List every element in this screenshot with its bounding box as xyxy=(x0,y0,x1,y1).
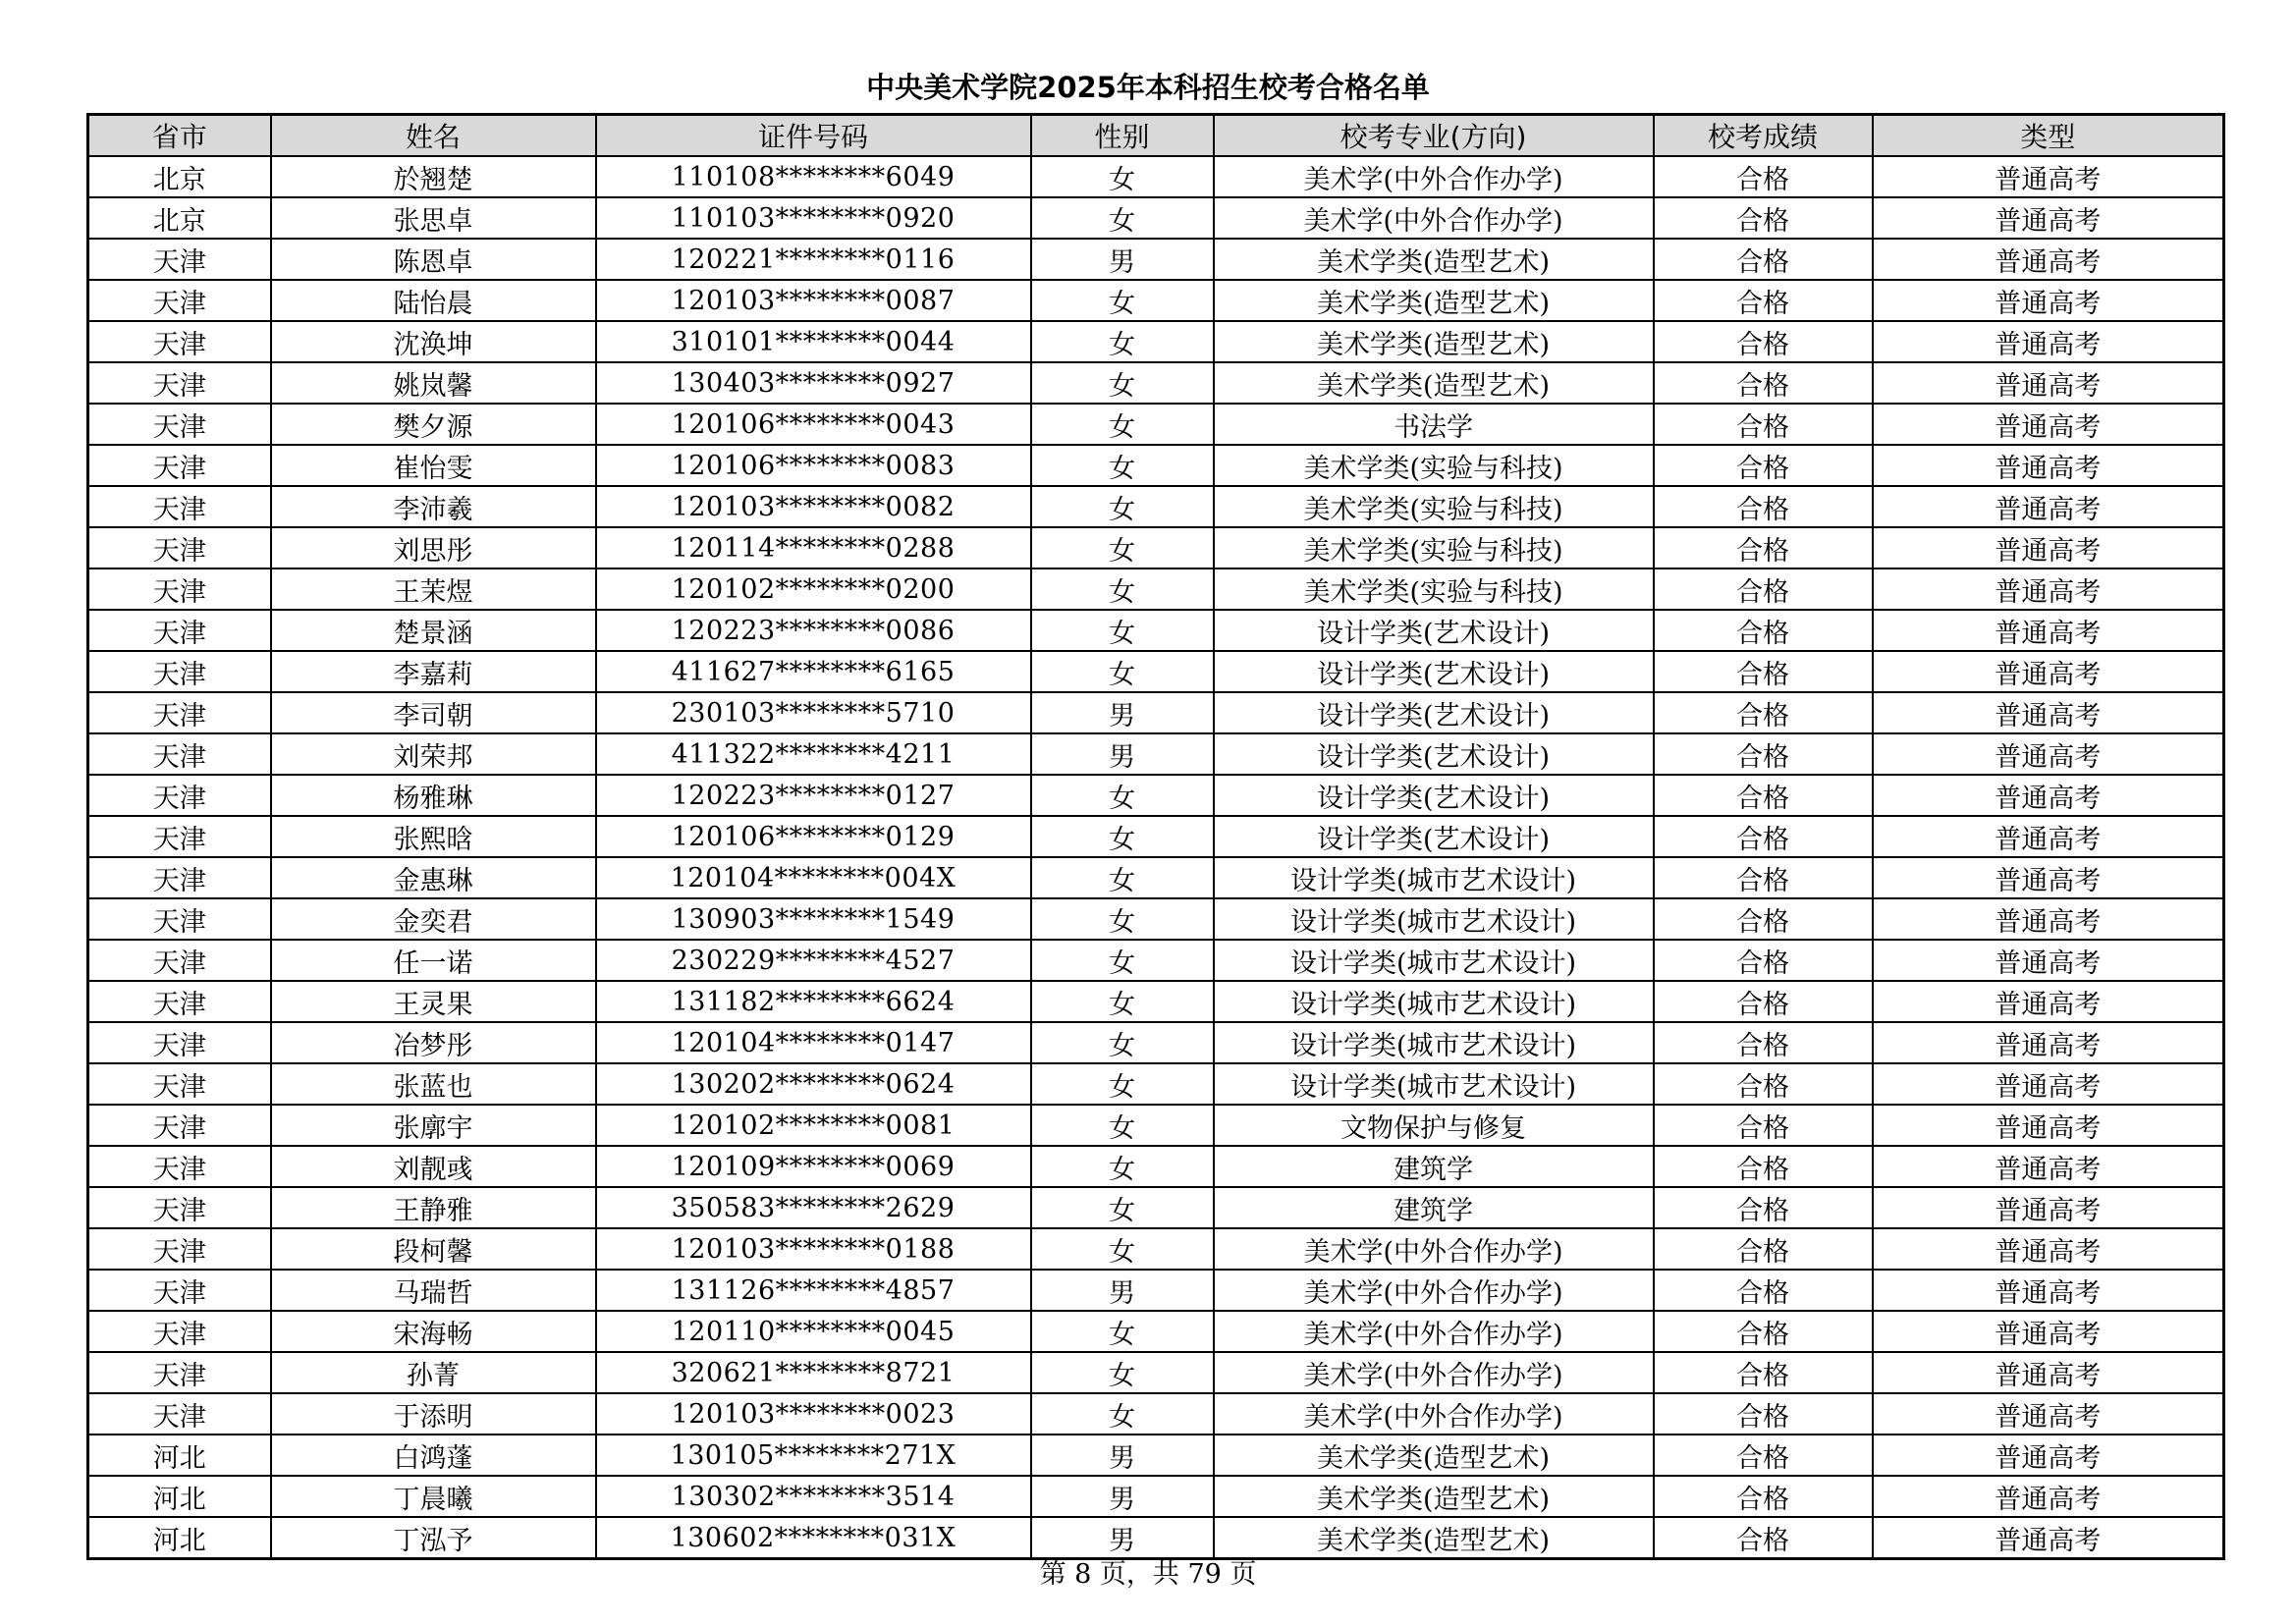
table-row xyxy=(88,981,2224,1022)
table-row xyxy=(88,775,2224,816)
cell-name: 张熙晗 xyxy=(271,816,596,857)
table-row xyxy=(88,486,2224,527)
cell-type: 普通高考 xyxy=(1873,1517,2224,1559)
cell-id-number: 110108********6049 xyxy=(596,156,1031,197)
cell-gender: 女 xyxy=(1031,651,1214,692)
table-row xyxy=(88,898,2224,940)
cell-gender: 女 xyxy=(1031,1105,1214,1146)
table-row xyxy=(88,857,2224,898)
cell-type: 普通高考 xyxy=(1873,857,2224,898)
cell-result: 合格 xyxy=(1654,156,1873,197)
cell-type: 普通高考 xyxy=(1873,568,2224,610)
page-number: 第 8 页，共 79 页 xyxy=(1039,1559,1257,1590)
cell-name: 李司朝 xyxy=(271,692,596,733)
cell-name: 刘荣邦 xyxy=(271,733,596,775)
cell-id-number: 320621********8721 xyxy=(596,1352,1031,1393)
cell-province: 天津 xyxy=(88,610,271,651)
cell-id-number: 131126********4857 xyxy=(596,1270,1031,1311)
table-row xyxy=(88,1063,2224,1105)
cell-gender: 女 xyxy=(1031,362,1214,404)
cell-result: 合格 xyxy=(1654,1476,1873,1517)
cell-id-number: 120104********0147 xyxy=(596,1022,1031,1063)
table-row xyxy=(88,1517,2224,1559)
cell-province: 河北 xyxy=(88,1517,271,1559)
cell-name: 孙菁 xyxy=(271,1352,596,1393)
cell-major: 设计学类(艺术设计) xyxy=(1214,610,1654,651)
cell-type: 普通高考 xyxy=(1873,775,2224,816)
cell-id-number: 120221********0116 xyxy=(596,239,1031,280)
cell-province: 河北 xyxy=(88,1476,271,1517)
cell-gender: 男 xyxy=(1031,239,1214,280)
cell-name: 王静雅 xyxy=(271,1187,596,1228)
cell-gender: 男 xyxy=(1031,1476,1214,1517)
cell-gender: 女 xyxy=(1031,1146,1214,1187)
cell-result: 合格 xyxy=(1654,1393,1873,1435)
cell-type: 普通高考 xyxy=(1873,1146,2224,1187)
cell-gender: 女 xyxy=(1031,527,1214,568)
cell-major: 设计学类(艺术设计) xyxy=(1214,816,1654,857)
cell-name: 陈恩卓 xyxy=(271,239,596,280)
cell-gender: 女 xyxy=(1031,1311,1214,1352)
table-row xyxy=(88,816,2224,857)
cell-province: 天津 xyxy=(88,1352,271,1393)
cell-major: 美术学类(实验与科技) xyxy=(1214,568,1654,610)
cell-gender: 女 xyxy=(1031,486,1214,527)
cell-type: 普通高考 xyxy=(1873,733,2224,775)
cell-result: 合格 xyxy=(1654,1228,1873,1270)
cell-type: 普通高考 xyxy=(1873,321,2224,362)
cell-name: 马瑞哲 xyxy=(271,1270,596,1311)
cell-major: 美术学(中外合作办学) xyxy=(1214,1393,1654,1435)
admission-table xyxy=(86,113,2225,1560)
cell-result: 合格 xyxy=(1654,1270,1873,1311)
cell-name: 王灵果 xyxy=(271,981,596,1022)
cell-gender: 女 xyxy=(1031,568,1214,610)
cell-name: 姚岚馨 xyxy=(271,362,596,404)
table-row xyxy=(88,1311,2224,1352)
table-row xyxy=(88,568,2224,610)
cell-id-number: 120223********0127 xyxy=(596,775,1031,816)
cell-province: 天津 xyxy=(88,280,271,321)
cell-id-number: 130302********3514 xyxy=(596,1476,1031,1517)
table-row xyxy=(88,692,2224,733)
cell-name: 冶梦彤 xyxy=(271,1022,596,1063)
cell-major: 美术学类(造型艺术) xyxy=(1214,1435,1654,1476)
cell-result: 合格 xyxy=(1654,486,1873,527)
column-header-major: 校考专业(方向) xyxy=(1214,115,1654,157)
cell-id-number: 230229********4527 xyxy=(596,940,1031,981)
cell-province: 天津 xyxy=(88,692,271,733)
cell-name: 杨雅琳 xyxy=(271,775,596,816)
table-row xyxy=(88,610,2224,651)
cell-name: 樊夕源 xyxy=(271,404,596,445)
cell-province: 天津 xyxy=(88,651,271,692)
cell-name: 白鸿蓬 xyxy=(271,1435,596,1476)
cell-result: 合格 xyxy=(1654,981,1873,1022)
cell-result: 合格 xyxy=(1654,445,1873,486)
cell-type: 普通高考 xyxy=(1873,1228,2224,1270)
column-header-result: 校考成绩 xyxy=(1654,115,1873,157)
cell-major: 设计学类(城市艺术设计) xyxy=(1214,1063,1654,1105)
cell-province: 天津 xyxy=(88,857,271,898)
cell-id-number: 350583********2629 xyxy=(596,1187,1031,1228)
column-header-type: 类型 xyxy=(1873,115,2224,157)
cell-gender: 男 xyxy=(1031,1517,1214,1559)
cell-name: 丁泓予 xyxy=(271,1517,596,1559)
cell-id-number: 130105********271X xyxy=(596,1435,1031,1476)
cell-major: 设计学类(艺术设计) xyxy=(1214,692,1654,733)
table-row xyxy=(88,527,2224,568)
cell-id-number: 130602********031X xyxy=(596,1517,1031,1559)
column-header-id-number: 证件号码 xyxy=(596,115,1031,157)
table-row xyxy=(88,733,2224,775)
cell-province: 天津 xyxy=(88,527,271,568)
cell-result: 合格 xyxy=(1654,239,1873,280)
cell-name: 李沛羲 xyxy=(271,486,596,527)
cell-name: 陆怡晨 xyxy=(271,280,596,321)
table-row xyxy=(88,1146,2224,1187)
cell-major: 美术学类(实验与科技) xyxy=(1214,486,1654,527)
cell-province: 天津 xyxy=(88,321,271,362)
table-row xyxy=(88,445,2224,486)
cell-gender: 女 xyxy=(1031,981,1214,1022)
cell-name: 崔怡雯 xyxy=(271,445,596,486)
table-row xyxy=(88,362,2224,404)
table-row xyxy=(88,1393,2224,1435)
cell-province: 河北 xyxy=(88,1435,271,1476)
table-body xyxy=(88,156,2224,1559)
table-row xyxy=(88,940,2224,981)
cell-province: 天津 xyxy=(88,404,271,445)
cell-gender: 男 xyxy=(1031,733,1214,775)
cell-gender: 女 xyxy=(1031,197,1214,239)
cell-id-number: 120102********0200 xyxy=(596,568,1031,610)
cell-id-number: 120103********0082 xyxy=(596,486,1031,527)
table-row xyxy=(88,1476,2224,1517)
cell-name: 於翘楚 xyxy=(271,156,596,197)
cell-province: 天津 xyxy=(88,362,271,404)
cell-name: 刘靓彧 xyxy=(271,1146,596,1187)
cell-result: 合格 xyxy=(1654,1063,1873,1105)
cell-major: 书法学 xyxy=(1214,404,1654,445)
cell-id-number: 120110********0045 xyxy=(596,1311,1031,1352)
cell-result: 合格 xyxy=(1654,280,1873,321)
cell-major: 美术学(中外合作办学) xyxy=(1214,156,1654,197)
cell-result: 合格 xyxy=(1654,1187,1873,1228)
cell-type: 普通高考 xyxy=(1873,156,2224,197)
cell-result: 合格 xyxy=(1654,1435,1873,1476)
cell-result: 合格 xyxy=(1654,527,1873,568)
cell-id-number: 120109********0069 xyxy=(596,1146,1031,1187)
cell-major: 美术学(中外合作办学) xyxy=(1214,1352,1654,1393)
cell-name: 任一诺 xyxy=(271,940,596,981)
column-header-province: 省市 xyxy=(88,115,271,157)
cell-name: 楚景涵 xyxy=(271,610,596,651)
cell-province: 天津 xyxy=(88,1311,271,1352)
cell-major: 建筑学 xyxy=(1214,1146,1654,1187)
cell-result: 合格 xyxy=(1654,775,1873,816)
cell-id-number: 120106********0129 xyxy=(596,816,1031,857)
cell-province: 天津 xyxy=(88,1393,271,1435)
cell-name: 丁晨曦 xyxy=(271,1476,596,1517)
cell-name: 金惠琳 xyxy=(271,857,596,898)
cell-id-number: 120114********0288 xyxy=(596,527,1031,568)
cell-id-number: 120106********0083 xyxy=(596,445,1031,486)
table-row xyxy=(88,1352,2224,1393)
cell-type: 普通高考 xyxy=(1873,1476,2224,1517)
cell-id-number: 120102********0081 xyxy=(596,1105,1031,1146)
cell-result: 合格 xyxy=(1654,692,1873,733)
cell-major: 设计学类(城市艺术设计) xyxy=(1214,898,1654,940)
cell-id-number: 120106********0043 xyxy=(596,404,1031,445)
cell-major: 美术学类(实验与科技) xyxy=(1214,445,1654,486)
table-row xyxy=(88,1105,2224,1146)
cell-result: 合格 xyxy=(1654,197,1873,239)
cell-name: 李嘉莉 xyxy=(271,651,596,692)
cell-gender: 女 xyxy=(1031,1187,1214,1228)
cell-id-number: 310101********0044 xyxy=(596,321,1031,362)
table-row xyxy=(88,156,2224,197)
cell-province: 天津 xyxy=(88,1270,271,1311)
cell-major: 美术学类(实验与科技) xyxy=(1214,527,1654,568)
cell-gender: 女 xyxy=(1031,156,1214,197)
cell-id-number: 131182********6624 xyxy=(596,981,1031,1022)
cell-major: 美术学类(造型艺术) xyxy=(1214,280,1654,321)
cell-gender: 男 xyxy=(1031,692,1214,733)
cell-name: 刘思彤 xyxy=(271,527,596,568)
cell-result: 合格 xyxy=(1654,568,1873,610)
cell-gender: 女 xyxy=(1031,1063,1214,1105)
cell-province: 天津 xyxy=(88,775,271,816)
cell-gender: 女 xyxy=(1031,1022,1214,1063)
cell-province: 天津 xyxy=(88,733,271,775)
cell-province: 北京 xyxy=(88,156,271,197)
cell-name: 沈涣坤 xyxy=(271,321,596,362)
cell-gender: 女 xyxy=(1031,321,1214,362)
cell-province: 天津 xyxy=(88,898,271,940)
cell-major: 美术学类(造型艺术) xyxy=(1214,321,1654,362)
cell-type: 普通高考 xyxy=(1873,527,2224,568)
cell-id-number: 130202********0624 xyxy=(596,1063,1031,1105)
cell-name: 于添明 xyxy=(271,1393,596,1435)
cell-result: 合格 xyxy=(1654,816,1873,857)
cell-name: 张蓝也 xyxy=(271,1063,596,1105)
cell-type: 普通高考 xyxy=(1873,1270,2224,1311)
table-row xyxy=(88,1022,2224,1063)
cell-major: 设计学类(艺术设计) xyxy=(1214,775,1654,816)
cell-result: 合格 xyxy=(1654,1352,1873,1393)
cell-result: 合格 xyxy=(1654,362,1873,404)
cell-type: 普通高考 xyxy=(1873,816,2224,857)
cell-type: 普通高考 xyxy=(1873,280,2224,321)
cell-type: 普通高考 xyxy=(1873,239,2224,280)
cell-id-number: 120103********0023 xyxy=(596,1393,1031,1435)
cell-province: 天津 xyxy=(88,816,271,857)
cell-type: 普通高考 xyxy=(1873,610,2224,651)
cell-gender: 女 xyxy=(1031,1228,1214,1270)
cell-province: 天津 xyxy=(88,1228,271,1270)
table-row xyxy=(88,1270,2224,1311)
cell-name: 金奕君 xyxy=(271,898,596,940)
cell-type: 普通高考 xyxy=(1873,940,2224,981)
cell-result: 合格 xyxy=(1654,940,1873,981)
cell-gender: 女 xyxy=(1031,857,1214,898)
cell-gender: 女 xyxy=(1031,898,1214,940)
cell-type: 普通高考 xyxy=(1873,1393,2224,1435)
cell-id-number: 130403********0927 xyxy=(596,362,1031,404)
cell-province: 天津 xyxy=(88,239,271,280)
cell-result: 合格 xyxy=(1654,1517,1873,1559)
cell-province: 天津 xyxy=(88,1022,271,1063)
cell-province: 天津 xyxy=(88,1105,271,1146)
cell-major: 设计学类(城市艺术设计) xyxy=(1214,857,1654,898)
cell-major: 美术学(中外合作办学) xyxy=(1214,1228,1654,1270)
column-header-name: 姓名 xyxy=(271,115,596,157)
cell-type: 普通高考 xyxy=(1873,981,2224,1022)
table-row xyxy=(88,1187,2224,1228)
cell-major: 建筑学 xyxy=(1214,1187,1654,1228)
document-title: 中央美术学院2025年本科招生校考合格名单 xyxy=(866,71,1430,104)
cell-result: 合格 xyxy=(1654,898,1873,940)
cell-id-number: 120104********004X xyxy=(596,857,1031,898)
cell-province: 天津 xyxy=(88,568,271,610)
cell-result: 合格 xyxy=(1654,1105,1873,1146)
cell-type: 普通高考 xyxy=(1873,1435,2224,1476)
cell-province: 天津 xyxy=(88,486,271,527)
cell-type: 普通高考 xyxy=(1873,362,2224,404)
cell-id-number: 411322********4211 xyxy=(596,733,1031,775)
cell-result: 合格 xyxy=(1654,404,1873,445)
cell-gender: 女 xyxy=(1031,404,1214,445)
cell-major: 美术学类(造型艺术) xyxy=(1214,1476,1654,1517)
table-row xyxy=(88,1228,2224,1270)
cell-result: 合格 xyxy=(1654,1022,1873,1063)
cell-result: 合格 xyxy=(1654,651,1873,692)
cell-major: 设计学类(城市艺术设计) xyxy=(1214,981,1654,1022)
cell-type: 普通高考 xyxy=(1873,1105,2224,1146)
cell-name: 张廓宇 xyxy=(271,1105,596,1146)
cell-id-number: 120223********0086 xyxy=(596,610,1031,651)
cell-result: 合格 xyxy=(1654,321,1873,362)
cell-id-number: 130903********1549 xyxy=(596,898,1031,940)
cell-major: 设计学类(城市艺术设计) xyxy=(1214,940,1654,981)
cell-gender: 女 xyxy=(1031,1393,1214,1435)
cell-type: 普通高考 xyxy=(1873,404,2224,445)
cell-id-number: 411627********6165 xyxy=(596,651,1031,692)
cell-name: 张思卓 xyxy=(271,197,596,239)
cell-gender: 男 xyxy=(1031,1435,1214,1476)
cell-type: 普通高考 xyxy=(1873,197,2224,239)
cell-type: 普通高考 xyxy=(1873,1063,2224,1105)
cell-id-number: 230103********5710 xyxy=(596,692,1031,733)
cell-gender: 男 xyxy=(1031,1270,1214,1311)
cell-name: 王茉煜 xyxy=(271,568,596,610)
cell-major: 文物保护与修复 xyxy=(1214,1105,1654,1146)
cell-gender: 女 xyxy=(1031,445,1214,486)
cell-major: 设计学类(城市艺术设计) xyxy=(1214,1022,1654,1063)
table-header-row xyxy=(88,115,2224,157)
cell-gender: 女 xyxy=(1031,775,1214,816)
cell-type: 普通高考 xyxy=(1873,692,2224,733)
cell-gender: 女 xyxy=(1031,940,1214,981)
table-row xyxy=(88,651,2224,692)
cell-type: 普通高考 xyxy=(1873,651,2224,692)
table-row xyxy=(88,239,2224,280)
cell-id-number: 120103********0087 xyxy=(596,280,1031,321)
cell-gender: 女 xyxy=(1031,1352,1214,1393)
cell-type: 普通高考 xyxy=(1873,1311,2224,1352)
cell-type: 普通高考 xyxy=(1873,1187,2224,1228)
cell-major: 美术学(中外合作办学) xyxy=(1214,1270,1654,1311)
cell-major: 设计学类(艺术设计) xyxy=(1214,733,1654,775)
cell-major: 美术学(中外合作办学) xyxy=(1214,1311,1654,1352)
cell-type: 普通高考 xyxy=(1873,898,2224,940)
cell-id-number: 120103********0188 xyxy=(596,1228,1031,1270)
table-row xyxy=(88,1435,2224,1476)
cell-result: 合格 xyxy=(1654,733,1873,775)
cell-province: 北京 xyxy=(88,197,271,239)
cell-result: 合格 xyxy=(1654,857,1873,898)
column-header-gender: 性别 xyxy=(1031,115,1214,157)
cell-province: 天津 xyxy=(88,981,271,1022)
cell-name: 宋海畅 xyxy=(271,1311,596,1352)
cell-major: 美术学(中外合作办学) xyxy=(1214,197,1654,239)
cell-gender: 女 xyxy=(1031,816,1214,857)
cell-result: 合格 xyxy=(1654,1311,1873,1352)
cell-gender: 女 xyxy=(1031,610,1214,651)
cell-province: 天津 xyxy=(88,445,271,486)
table-row xyxy=(88,404,2224,445)
cell-result: 合格 xyxy=(1654,1146,1873,1187)
cell-major: 美术学类(造型艺术) xyxy=(1214,1517,1654,1559)
table-row xyxy=(88,280,2224,321)
cell-type: 普通高考 xyxy=(1873,486,2224,527)
cell-province: 天津 xyxy=(88,1063,271,1105)
table-row xyxy=(88,321,2224,362)
cell-major: 美术学类(造型艺术) xyxy=(1214,362,1654,404)
cell-province: 天津 xyxy=(88,1146,271,1187)
table-row xyxy=(88,197,2224,239)
cell-type: 普通高考 xyxy=(1873,1022,2224,1063)
cell-result: 合格 xyxy=(1654,610,1873,651)
cell-major: 设计学类(艺术设计) xyxy=(1214,651,1654,692)
cell-gender: 女 xyxy=(1031,280,1214,321)
cell-name: 段柯馨 xyxy=(271,1228,596,1270)
cell-id-number: 110103********0920 xyxy=(596,197,1031,239)
cell-province: 天津 xyxy=(88,940,271,981)
cell-province: 天津 xyxy=(88,1187,271,1228)
cell-major: 美术学类(造型艺术) xyxy=(1214,239,1654,280)
cell-type: 普通高考 xyxy=(1873,1352,2224,1393)
cell-type: 普通高考 xyxy=(1873,445,2224,486)
